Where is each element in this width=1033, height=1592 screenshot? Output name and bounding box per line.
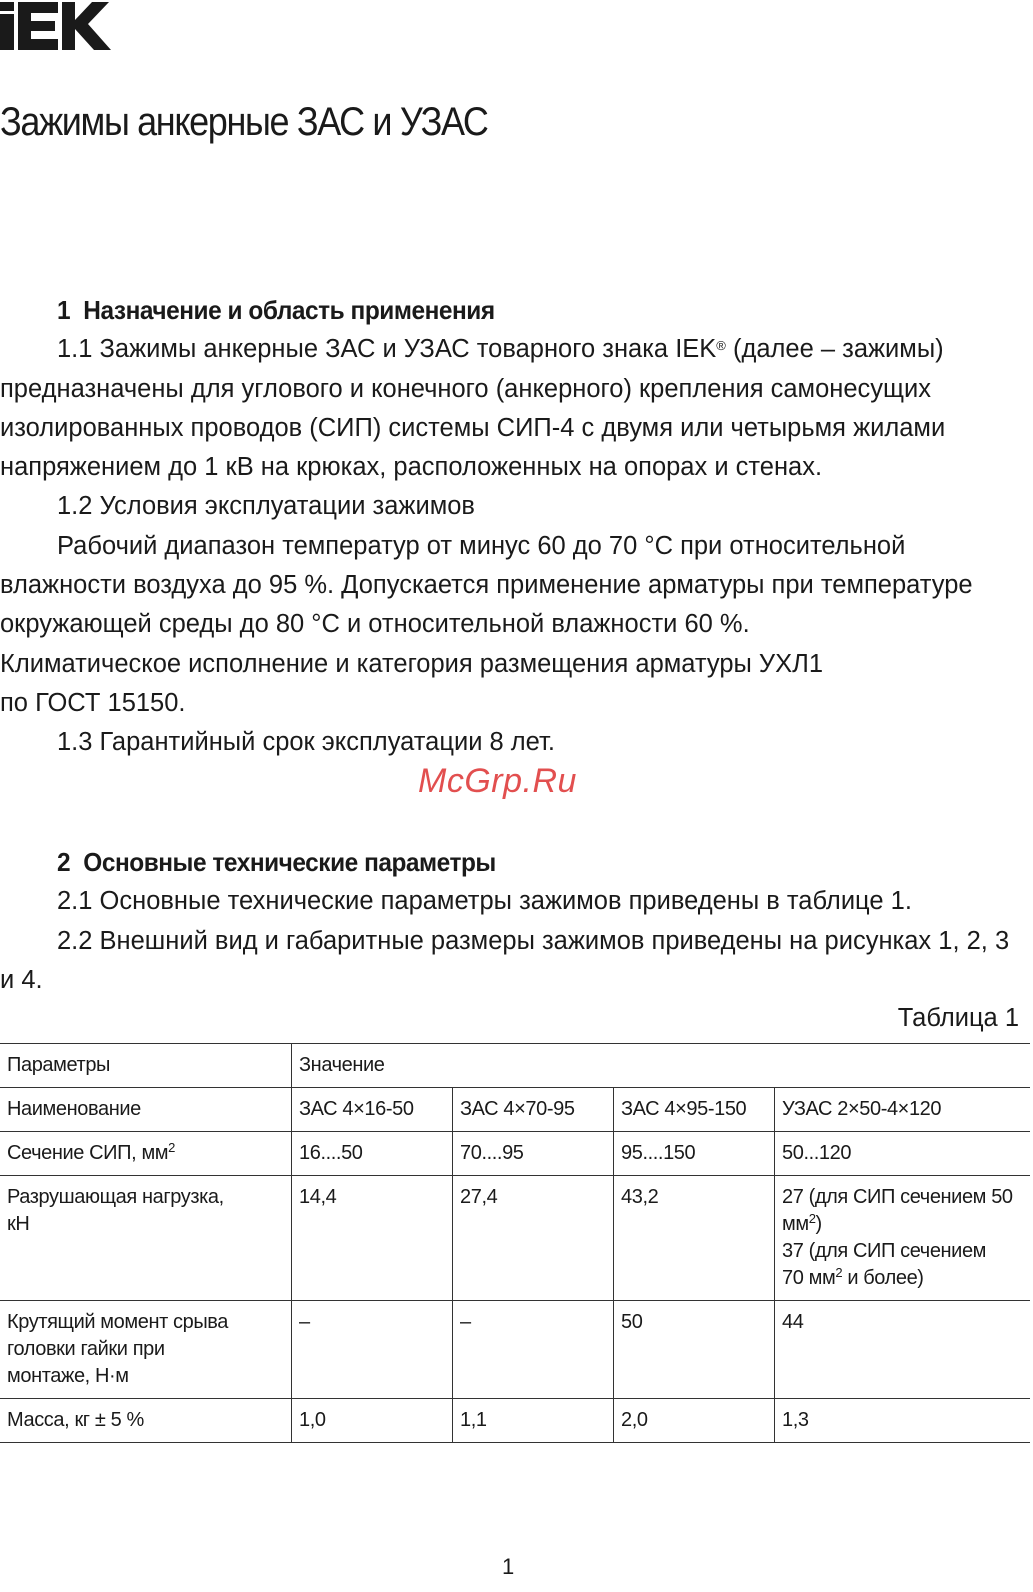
table-row (0, 1176, 1030, 1301)
header-param: Параметры (0, 1044, 292, 1088)
table-header-row (0, 1044, 1030, 1088)
paragraph-2-2: 2.2 Внешний вид и габаритные размеры зажимов приведены на рисунках 1, 2, 3 и 4. (0, 926, 1010, 994)
table-row (0, 1088, 1030, 1132)
table-cell: ЗАС 4×95-150 (614, 1088, 775, 1132)
table-cell: 27,4 (453, 1176, 614, 1301)
table-cell (0, 1132, 292, 1176)
table-row (0, 1132, 1030, 1176)
table-cell: 1,3 (775, 1399, 1031, 1443)
parameters-table (0, 1043, 1030, 1443)
table-cell: 16....50 (292, 1132, 453, 1176)
paragraph-1-2-body: Рабочий диапазон температур от минус 60 до 70 °С при относительной влажности воздуха до 95 %. Допускается применение арматуры при температуре окружающей среды до 80 °С и относительной влажности 60 %. (0, 531, 973, 639)
paragraph-1-2-gost: по ГОСТ 15150. (0, 688, 186, 717)
cell-text: Сечение СИП, мм (7, 1142, 169, 1164)
table-cell: Разрушающая нагрузка, кН (0, 1176, 292, 1301)
cell-line (782, 1184, 1023, 1238)
section-1 (0, 291, 1030, 763)
table-row (0, 1301, 1030, 1399)
table-cell: 43,2 (614, 1176, 775, 1301)
paragraph-1-1 (0, 330, 1030, 487)
table-cell: 1,0 (292, 1399, 453, 1443)
table-cell: 95....150 (614, 1132, 775, 1176)
cell-superscript: 2 (808, 1211, 816, 1226)
section-2-title: Основные технические параметры (83, 847, 496, 877)
table-cell: – (453, 1301, 614, 1399)
table-cell: Масса, кг ± 5 % (0, 1399, 292, 1443)
watermark: McGrp.Ru (418, 762, 577, 800)
table-cell: 2,0 (614, 1399, 775, 1443)
cell-text: и более) (842, 1267, 924, 1289)
paragraph-2-1: 2.1 Основные технические параметры зажимов приведены в таблице 1. (57, 887, 912, 916)
table-cell: УЗАС 2×50-4×120 (775, 1088, 1031, 1132)
cell-line: 37 (для СИП сечением (782, 1240, 987, 1262)
table-cell: Наименование (0, 1088, 292, 1132)
section-2-number: 2 (57, 847, 71, 877)
paragraph-1-1-text-cont: (далее – зажимы) предназначены для углового и конечного (анкерного) крепления самонесущих изолированных проводов (СИП) системы СИП-4 с двумя или четырьмя жилами напряжением до 1 кВ на крюках, расположенных на опорах и стенах. (0, 335, 946, 482)
paragraph-1-2: 1.2 Условия эксплуатации зажимов (57, 492, 475, 521)
page-title: Зажимы анкерные ЗАС и УЗАС (0, 100, 488, 144)
table-cell: 14,4 (292, 1176, 453, 1301)
page-number: 1 (502, 1554, 515, 1579)
registered-mark: ® (716, 338, 726, 354)
table-caption: Таблица 1 (897, 1004, 1019, 1032)
table-cell: 50 (614, 1301, 775, 1399)
cell-text: 70 мм (782, 1267, 836, 1289)
paragraph-1-3: 1.3 Гарантийный срок эксплуатации 8 лет. (57, 728, 555, 757)
cell-text: 27 (для СИП сечением 50 мм (782, 1186, 1013, 1235)
paragraph-1-1-text: 1.1 Зажимы анкерные ЗАС и УЗАС товарного знака IEK (57, 335, 717, 364)
section-2 (0, 843, 1030, 1000)
section-1-title: Назначение и область применения (83, 295, 495, 325)
paragraph-1-2-climate: Климатическое исполнение и категория размещения арматуры УХЛ1 (0, 649, 824, 678)
table-cell: 1,1 (453, 1399, 614, 1443)
iek-logo (0, 0, 112, 52)
table-row (0, 1399, 1030, 1443)
table-cell: 50...120 (775, 1132, 1031, 1176)
table-cell: 44 (775, 1301, 1031, 1399)
section-1-number: 1 (57, 295, 71, 325)
cell-superscript: 2 (835, 1265, 843, 1280)
header-value: Значение (292, 1044, 1031, 1088)
table-cell (775, 1176, 1031, 1301)
section-1-heading (57, 291, 972, 330)
cell-line (782, 1265, 1023, 1292)
cell-superscript: 2 (168, 1140, 175, 1155)
table-cell: Крутящий момент срыва головки гайки при монтаже, Н·м (0, 1301, 292, 1399)
section-2-heading (57, 843, 972, 882)
table-cell: ЗАС 4×16-50 (292, 1088, 453, 1132)
cell-text: ) (815, 1213, 822, 1235)
table-cell: ЗАС 4×70-95 (453, 1088, 614, 1132)
table-cell: – (292, 1301, 453, 1399)
table-cell: 70....95 (453, 1132, 614, 1176)
